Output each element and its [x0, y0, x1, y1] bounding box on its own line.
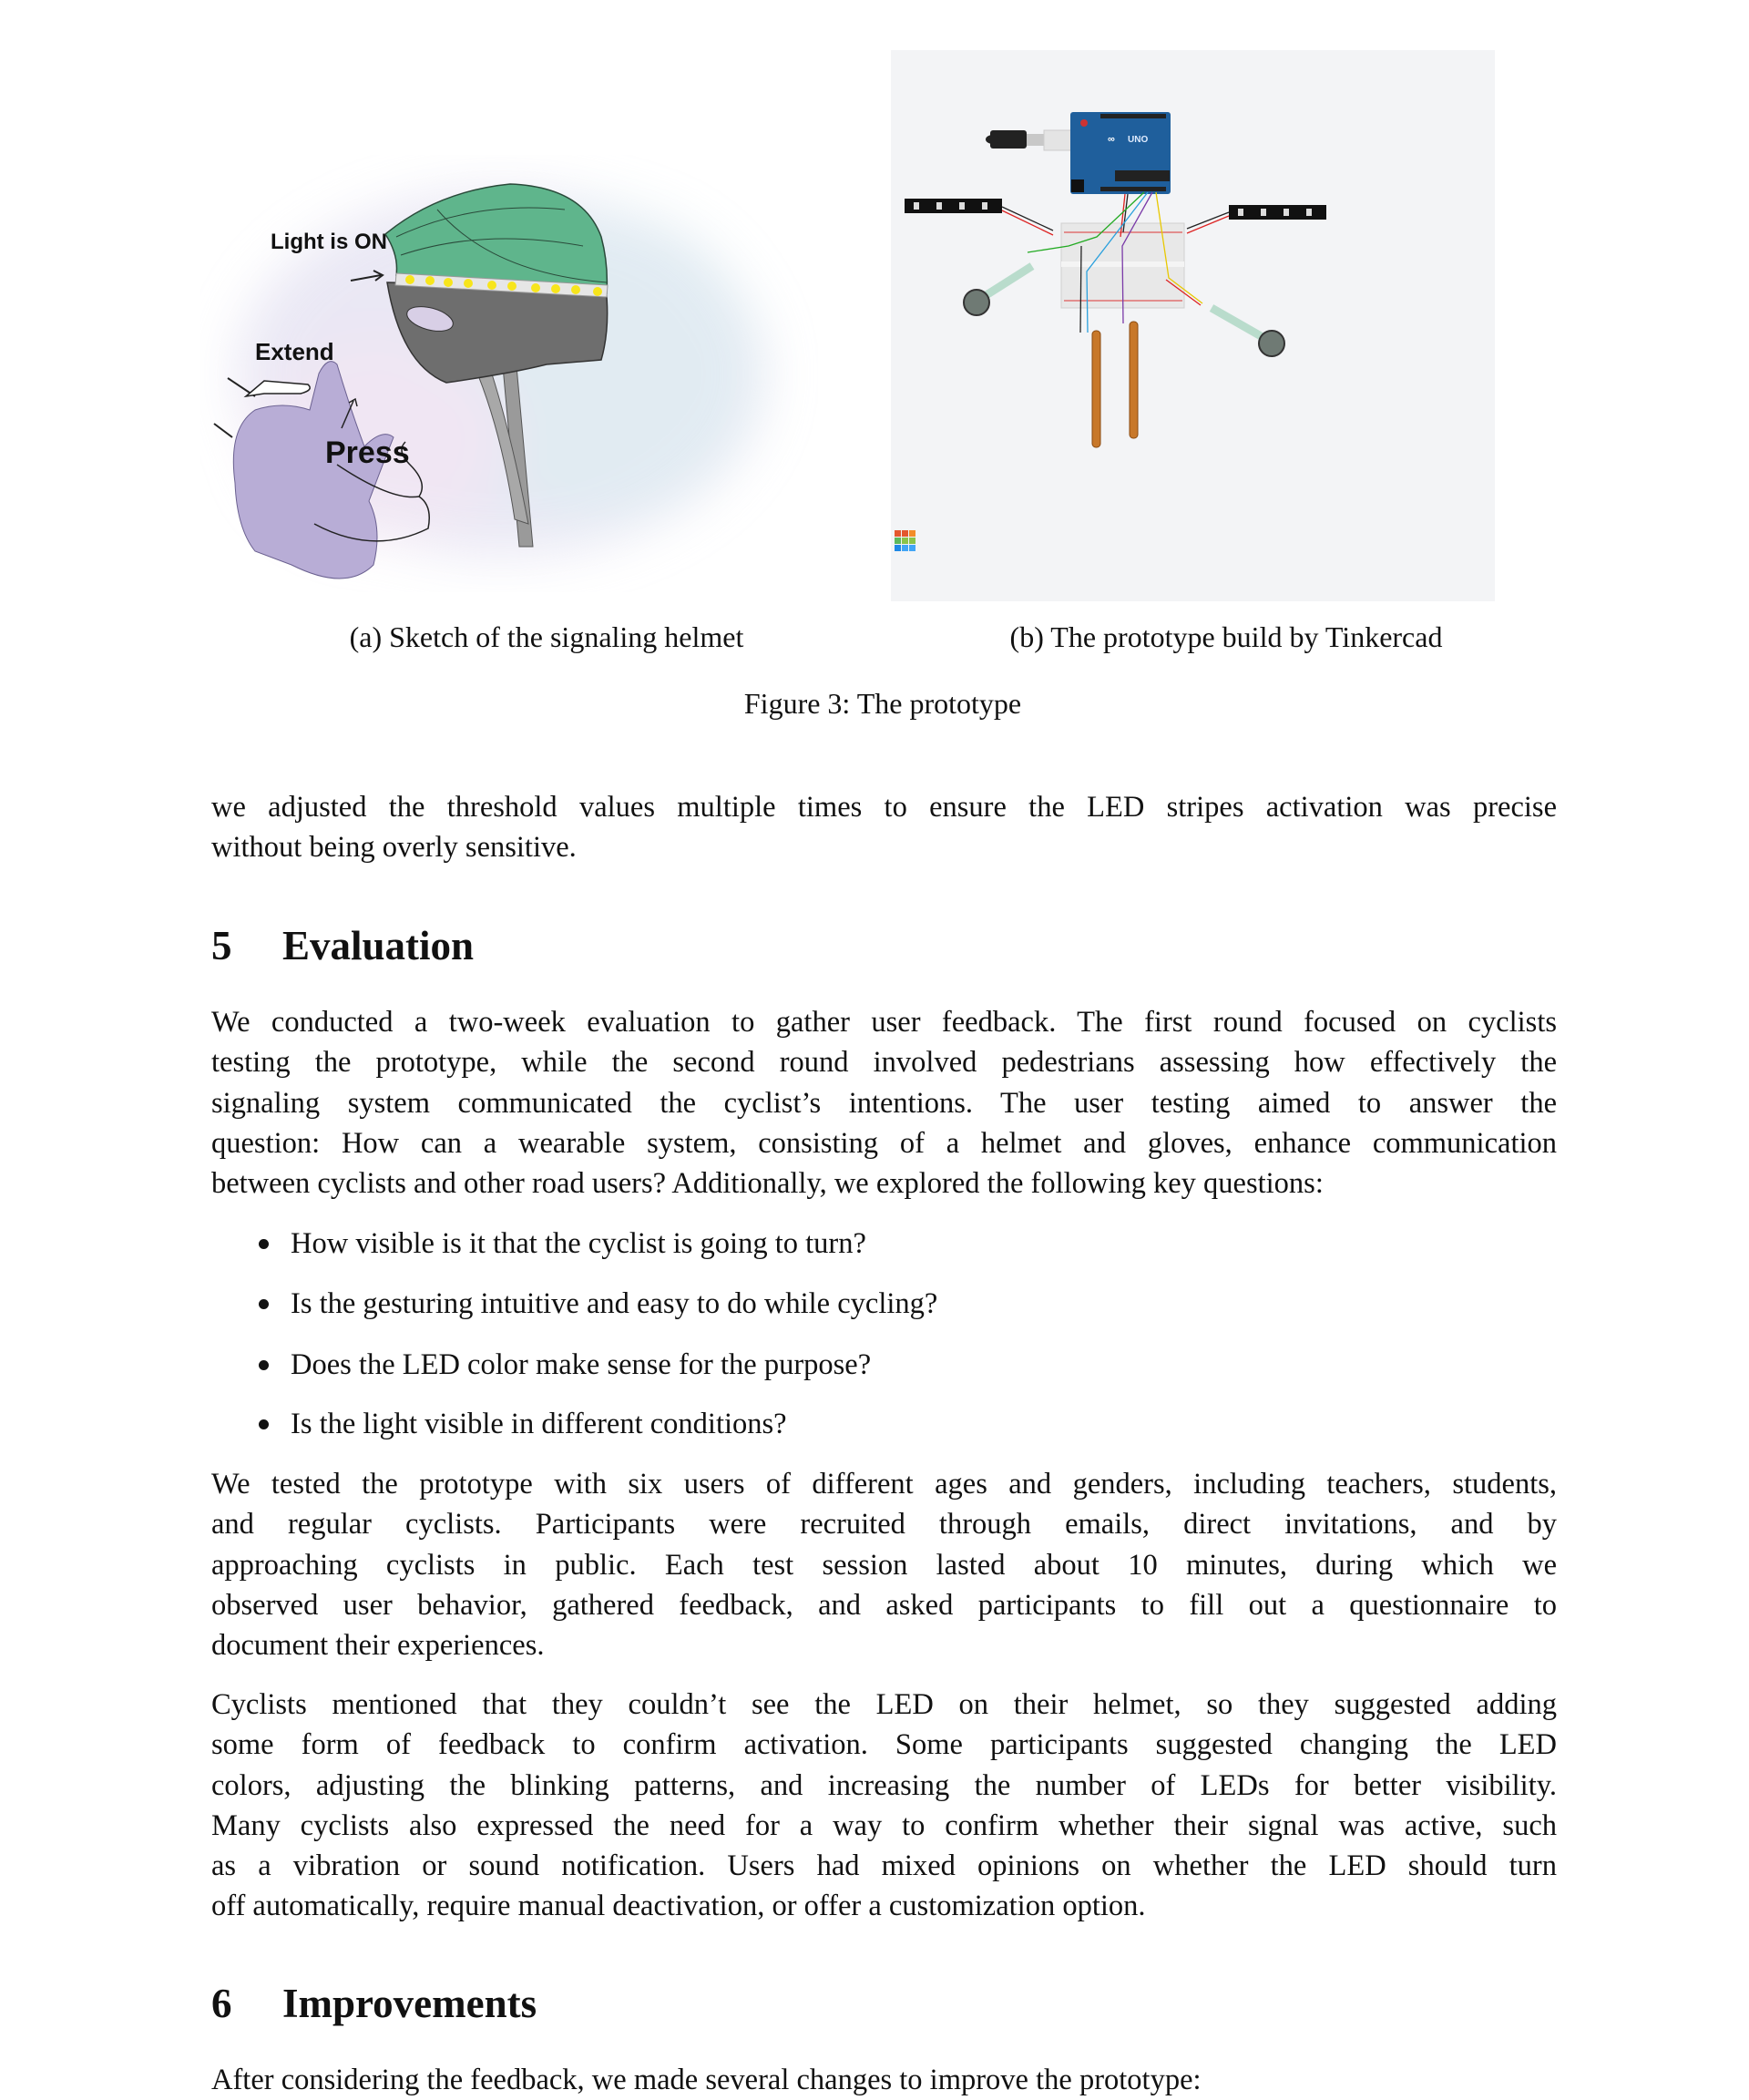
paragraph-evaluation-intro [211, 1002, 1557, 1204]
text-line: document their experiences. [211, 1629, 545, 1663]
figure-caption: Figure 3: The prototype [743, 687, 1022, 720]
list-item-text: Does the LED color make sense for the purpose? [291, 1348, 872, 1381]
svg-text:∞: ∞ [1108, 134, 1115, 145]
text-line: off automatically, require manual deactivation, or offer a customization option. [211, 1890, 1146, 1923]
text-line: without being overly sensitive. [211, 831, 577, 865]
paragraph-improvements-intro [211, 2060, 1557, 2100]
section-title: Evaluation [282, 923, 475, 968]
text-line: testing the prototype, while the second round involved pedestrians assessing how effectively the [211, 1046, 1557, 1080]
text-line: as a vibration or sound notification. Users had mixed opinions on whether the LED should turn [211, 1849, 1557, 1883]
bullet-icon [259, 1239, 269, 1249]
text-line: After considering the feedback, we made several changes to improve the prototype: [211, 2064, 1202, 2096]
bullet-icon [259, 1360, 269, 1370]
text-line: some form of feedback to confirm activation. Some participants suggested changing the LED [211, 1728, 1557, 1762]
text-line: Cyclists mentioned that they couldn’t see the LED on their helmet, so they suggested adding [211, 1688, 1557, 1721]
list-item-text: Is the light visible in different conditions? [291, 1408, 787, 1440]
extend-label: Extend [255, 338, 334, 365]
section-number: 6 [211, 1981, 232, 2026]
section-title: Improvements [282, 1981, 537, 2026]
section-number: 5 [211, 923, 232, 968]
list-item-text: Is the gesturing intuitive and easy to do while cycling? [291, 1287, 938, 1320]
paragraph-feedback [211, 1685, 1557, 1927]
subfigure-b-caption: (b) The prototype build by Tinkercad [1009, 620, 1443, 653]
force-sensor-left [964, 266, 1032, 315]
light-on-label: Light is ON [271, 230, 387, 254]
list-item-text: How visible is it that the cyclist is going to turn? [291, 1227, 866, 1260]
text-line: We tested the prototype with six users of different ages and genders, including teachers, students, [211, 1468, 1557, 1501]
tinkercad-logo [895, 530, 915, 551]
tinkercad-prototype-figure [891, 50, 1495, 601]
text-line: signaling system communicated the cyclist’s intentions. The user testing aimed to answer the [211, 1086, 1557, 1120]
helmet-sketch-figure [200, 137, 838, 592]
text-line: observed user behavior, gathered feedback, and asked participants to fill out a questionnaire to [211, 1588, 1557, 1622]
text-line: question: How can a wearable system, consisting of a helmet and gloves, enhance communication [211, 1126, 1557, 1160]
text-line: we adjusted the threshold values multiple times to ensure the LED stripes activation was precise [211, 791, 1557, 824]
text-line: We conducted a two-week evaluation to gather user feedback. The first round focused on cyclists [211, 1006, 1557, 1039]
usb-cable [986, 130, 1071, 150]
text-line: Many cyclists also expressed the need for a way to confirm whether their signal was active, such [211, 1808, 1557, 1842]
text-line: between cyclists and other road users? Additionally, we explored the following key questions: [211, 1167, 1324, 1201]
force-sensor-right [1212, 308, 1284, 356]
text-line: colors, adjusting the blinking patterns, and increasing the number of LEDs for better visibility. [211, 1768, 1557, 1802]
press-label: Press [325, 435, 410, 470]
bullet-icon [259, 1419, 269, 1429]
text-line: and regular cyclists. Participants were recruited through emails, direct invitations, and by [211, 1508, 1557, 1542]
bullet-icon [259, 1299, 269, 1309]
text-line: approaching cyclists in public. Each test session lasted about 10 minutes, during which we [211, 1548, 1557, 1582]
subfigure-a-caption: (a) Sketch of the signaling helmet [349, 620, 744, 653]
paragraph-testing [211, 1464, 1557, 1665]
paragraph-threshold [211, 787, 1557, 868]
board-label: UNO [1128, 135, 1149, 145]
arduino-uno-board [1070, 112, 1171, 194]
flex-sensor-1 [1092, 331, 1100, 447]
flex-sensor-2 [1130, 322, 1138, 438]
